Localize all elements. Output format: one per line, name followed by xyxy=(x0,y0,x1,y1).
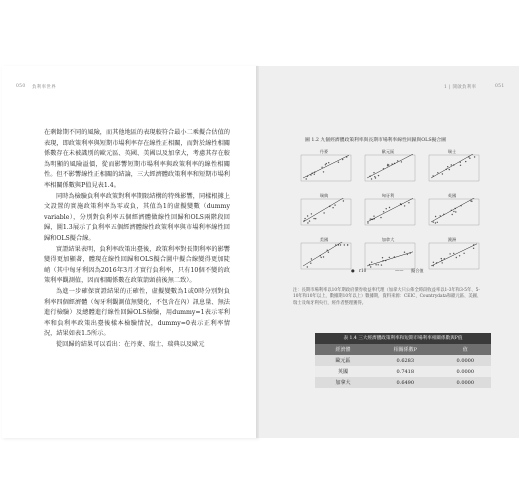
scatter-point xyxy=(437,172,438,173)
scatter-point xyxy=(382,257,383,258)
scatter-plot xyxy=(359,198,417,230)
scatter-point xyxy=(397,160,398,161)
scatter-point xyxy=(433,262,434,263)
scatter-point xyxy=(314,174,315,175)
fit-line xyxy=(303,198,349,222)
scatter-point xyxy=(309,220,310,221)
scatter-point xyxy=(371,262,372,263)
table-row xyxy=(315,366,491,377)
left-running-title: 負利率世界 xyxy=(32,85,56,90)
scatter-plot xyxy=(295,154,353,186)
scatter-panel xyxy=(295,193,353,231)
table-cell-country: 歐元區 xyxy=(315,355,371,366)
panel-label: 澳洲 xyxy=(447,237,457,242)
plot-frame xyxy=(429,155,479,181)
scatter-point xyxy=(408,202,409,203)
scatter-panel xyxy=(359,193,417,231)
panel-label: 加拿大 xyxy=(381,237,395,242)
scatter-point xyxy=(375,264,376,265)
scatter-point xyxy=(338,162,339,163)
scatter-point xyxy=(373,172,374,173)
right-page-number: 051 xyxy=(495,84,505,89)
figure-legend xyxy=(333,268,453,276)
scatter-point xyxy=(311,213,312,214)
scatter-point xyxy=(456,257,457,258)
figure-caption: 圖 1.2 九個經濟體政策利率與長期市場利率線性回歸與OLS擬合圖 xyxy=(305,138,447,143)
panel-label: 匈牙利 xyxy=(381,193,395,198)
scatter-point xyxy=(313,218,314,219)
table-title: 表 1.4 三大經濟體政策利率和短期市場利率相關係數與P值 xyxy=(315,333,491,344)
paragraph: 在剩餘期不同的風險，而其他地區的表現較符合最小二乘擬合估值的表現，即政策利率與短期市場利率存在線性正相關，而對於線性相關係數存在未被識別的歐元區、英國、美國以及加拿大，考慮其存在較為明顯的風險溢價，從而影響短期市場利率與政策利率的線性相關性。但不影響線性正相關的結論，三大經濟體政策利率和短期市場利率相關係數與P值見表1.4。 xyxy=(44,129,230,189)
paragraph: 為進一步確保實證結果的正確性，虛擬變數為1或0時分別對負利率四個經濟體（匈牙利觀測值無變化，不包含在內）訊息量、無法進行檢驗）及總體進行線性回歸OLS檢驗，用dummy=1表示零利率和負利率政策出臺後樣本檢驗情況，dummy=0表示正利率情況，結果如表1.5所示。 xyxy=(44,287,230,338)
scatter-point xyxy=(437,222,438,223)
scatter-point xyxy=(334,204,335,205)
panel-label: 瑞典 xyxy=(319,193,329,198)
scatter-panel xyxy=(423,193,481,231)
scatter-point xyxy=(453,253,454,254)
scatter-point xyxy=(374,176,375,177)
scatter-point xyxy=(465,161,466,162)
scatter-point xyxy=(447,166,448,167)
scatter-point xyxy=(435,222,436,223)
scatter-point xyxy=(306,178,307,179)
left-page xyxy=(2,66,258,438)
scatter-point xyxy=(470,200,471,201)
table-header-cell: 值 xyxy=(440,344,491,355)
scatter-point xyxy=(380,217,381,218)
scatter-point xyxy=(323,256,324,257)
panel-label: 歐元區 xyxy=(381,149,395,154)
paragraph: 同時為檢驗負利率政策對利率期限結構的特殊影響，同樣根據上文設置的實施政策利率為零或負，其值為1的虛擬變數（dummy variable），分別對負利率五個經濟體做線性回歸和OLS兩階段回歸，圖1.3展示了負利率五個經濟體線性政策利率與市場利率線性回歸和OLS擬合線。 xyxy=(44,192,230,242)
legend-marker-icon: ● xyxy=(351,268,355,273)
scatter-point xyxy=(370,218,371,219)
scatter-point xyxy=(473,248,474,249)
scatter-point xyxy=(328,252,329,253)
plot-frame xyxy=(365,199,415,225)
scatter-point xyxy=(375,177,376,178)
scatter-point xyxy=(347,244,348,245)
scatter-point xyxy=(328,162,329,163)
scatter-point xyxy=(323,212,324,213)
table-cell-p: 0.0000 xyxy=(440,355,491,366)
table-cell-coef: 0.7418 xyxy=(371,366,440,377)
scatter-point xyxy=(389,257,390,258)
left-body-text xyxy=(44,128,230,350)
scatter-point xyxy=(452,214,453,215)
paragraph: 從回歸的結果可以看出：在丹麥、瑞士、瑞典以及歐元 xyxy=(56,340,205,348)
fit-line xyxy=(367,252,413,266)
scatter-point xyxy=(307,266,308,267)
legend-line-icon: —— xyxy=(395,268,404,273)
scatter-point xyxy=(453,211,454,212)
legend-series-label: r10 xyxy=(359,268,367,273)
figure-1-2 xyxy=(293,136,483,282)
scatter-point xyxy=(344,244,345,245)
scatter-plot xyxy=(359,154,417,186)
table-cell-p: 0.0000 xyxy=(440,366,491,377)
scatter-point xyxy=(442,262,443,263)
scatter-point xyxy=(386,208,387,209)
scatter-point xyxy=(343,200,344,201)
table-row xyxy=(315,355,491,366)
scatter-point xyxy=(325,164,326,165)
plot-frame xyxy=(301,199,351,225)
paragraph: 實證結果表明，負利率政策出臺後，政策利率對長期利率的影響變得更加顯著，體現在線性回歸和OLS擬合圖中擬合線變得更加陡峭（其中匈牙利因為2016年3月才實行負利率，只有10個不變的政策利率觀測值，因而相關係數在政策箭頭前後無二致）。 xyxy=(44,245,230,285)
scatter-point xyxy=(401,161,402,162)
plot-frame xyxy=(301,243,351,269)
fit-line xyxy=(303,155,349,178)
scatter-point xyxy=(311,258,312,259)
scatter-point xyxy=(387,164,388,165)
scatter-point xyxy=(383,211,384,212)
scatter-point xyxy=(307,215,308,216)
table-row xyxy=(315,377,491,388)
table-cell-coef: 0.6283 xyxy=(371,355,440,366)
scatter-point xyxy=(373,216,374,217)
scatter-point xyxy=(455,211,456,212)
fit-line xyxy=(431,198,477,222)
table-cell-country: 加拿大 xyxy=(315,377,371,388)
scatter-point xyxy=(340,244,341,245)
scatter-point xyxy=(389,207,390,208)
scatter-point xyxy=(449,253,450,254)
scatter-plot xyxy=(423,154,481,186)
scatter-point xyxy=(378,264,379,265)
scatter-point xyxy=(371,178,372,179)
plot-frame xyxy=(365,243,415,269)
panel-label: 美國 xyxy=(319,237,329,242)
scatter-point xyxy=(321,257,322,258)
scatter-point xyxy=(304,218,305,219)
table-header-row xyxy=(315,344,491,355)
fit-line xyxy=(431,244,477,266)
scatter-point xyxy=(442,173,443,174)
plot-frame xyxy=(365,155,415,181)
scatter-point xyxy=(342,159,343,160)
scatter-point xyxy=(326,163,327,164)
plot-frame xyxy=(429,243,479,269)
panel-label: 瑞士 xyxy=(447,149,457,154)
table-header-cell: 相關係數P xyxy=(371,344,440,355)
scatter-point xyxy=(433,221,434,222)
fit-line xyxy=(303,242,349,266)
scatter-point xyxy=(404,205,405,206)
panel-label: 英國 xyxy=(447,193,457,198)
scatter-point xyxy=(460,165,461,166)
scatter-point xyxy=(307,222,308,223)
scatter-point xyxy=(378,175,379,176)
scatter-panel-grid xyxy=(293,147,483,282)
scatter-plot xyxy=(423,198,481,230)
table-cell-country: 英國 xyxy=(315,366,371,377)
correlation-table xyxy=(315,344,491,388)
legend-fit-label: 擬合值 xyxy=(411,268,424,273)
right-page xyxy=(259,66,519,438)
scatter-panel xyxy=(359,149,417,187)
scatter-point xyxy=(435,216,436,217)
scatter-point xyxy=(474,156,475,157)
scatter-point xyxy=(332,207,333,208)
scatter-point xyxy=(310,263,311,264)
table-1-4 xyxy=(315,333,491,388)
scatter-point xyxy=(323,171,324,172)
scatter-point xyxy=(459,255,460,256)
fit-line xyxy=(431,154,477,178)
fit-line xyxy=(367,198,413,222)
scatter-panel xyxy=(423,149,481,187)
plot-frame xyxy=(301,155,351,181)
left-page-number: 050 xyxy=(16,84,26,89)
scatter-point xyxy=(441,258,442,259)
table-cell-p: 0.0000 xyxy=(440,377,491,388)
scatter-point xyxy=(381,264,382,265)
fit-line xyxy=(367,154,413,178)
scatter-point xyxy=(404,252,405,253)
scatter-point xyxy=(451,164,452,165)
figure-note: 注：長期市場利率以10年期政府債券收益率代理（加拿大只公佈全時段收益率以1-3年和3-5年、5-10年和10年以上，數據期10年以上）數據期，資料來源：CEIC、Countrydata和歐元區、美國、瑞士及匈牙利央行，經作者整理獲得。 xyxy=(293,288,482,306)
table-cell-coef: 0.6490 xyxy=(371,377,440,388)
scatter-point xyxy=(315,218,316,219)
panel-label: 丹麥 xyxy=(319,149,329,154)
scatter-panel xyxy=(295,149,353,187)
scatter-point xyxy=(367,222,368,223)
scatter-point xyxy=(449,169,450,170)
scatter-point xyxy=(463,253,464,254)
scatter-point xyxy=(469,158,470,159)
scatter-plot xyxy=(295,198,353,230)
table-header-cell: 經濟體 xyxy=(315,344,371,355)
right-running-title: 1 | 開啟負利率 xyxy=(444,85,477,90)
scatter-point xyxy=(321,167,322,168)
